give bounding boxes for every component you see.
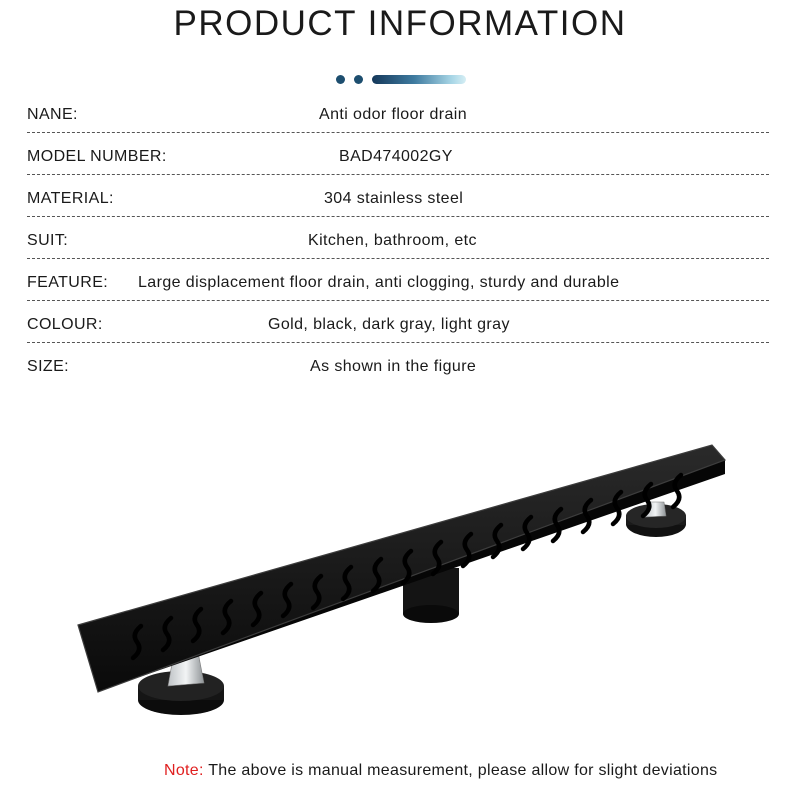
- spec-row-model-number: [27, 145, 769, 187]
- spec-row-size: [27, 355, 769, 397]
- spec-label: NANE:: [27, 106, 78, 123]
- title-decoration: [336, 74, 468, 86]
- dashed-divider: [27, 132, 769, 133]
- spec-value: Kitchen, bathroom, etc: [308, 232, 477, 249]
- spec-value: As shown in the figure: [310, 358, 477, 375]
- note-text: The above is manual measurement, please allow for slight deviations: [203, 762, 718, 779]
- dashed-divider: [27, 174, 769, 175]
- spec-label: MATERIAL:: [27, 190, 114, 207]
- spec-value: 304 stainless steel: [324, 190, 464, 207]
- spec-value: Anti odor floor drain: [319, 106, 468, 123]
- spec-row-suit: [27, 229, 769, 271]
- spec-row-name: [27, 103, 769, 145]
- dashed-divider: [27, 300, 769, 301]
- spec-label: SIZE:: [27, 358, 70, 375]
- spec-row-colour: [27, 313, 769, 355]
- decoration-dot: [354, 75, 363, 84]
- spec-value: BAD474002GY: [339, 148, 453, 165]
- measurement-note: [164, 762, 717, 780]
- spec-label: COLOUR:: [27, 316, 103, 333]
- spec-label: FEATURE:: [27, 274, 109, 291]
- spec-row-material: [27, 187, 769, 229]
- spec-value: Gold, black, dark gray, light gray: [268, 316, 510, 333]
- spec-row-feature: [27, 271, 769, 313]
- dashed-divider: [27, 216, 769, 217]
- note-lead: Note:: [164, 762, 204, 779]
- decoration-dot: [336, 75, 345, 84]
- dashed-divider: [27, 342, 769, 343]
- decoration-gradient-bar: [372, 75, 466, 84]
- spec-label: SUIT:: [27, 232, 69, 249]
- spec-label: MODEL NUMBER:: [27, 148, 167, 165]
- dashed-divider: [27, 258, 769, 259]
- floor-drain-product-image: [60, 420, 740, 720]
- spec-value: Large displacement floor drain, anti clogging, sturdy and durable: [138, 274, 620, 291]
- page-title: PRODUCT INFORMATION: [173, 4, 627, 43]
